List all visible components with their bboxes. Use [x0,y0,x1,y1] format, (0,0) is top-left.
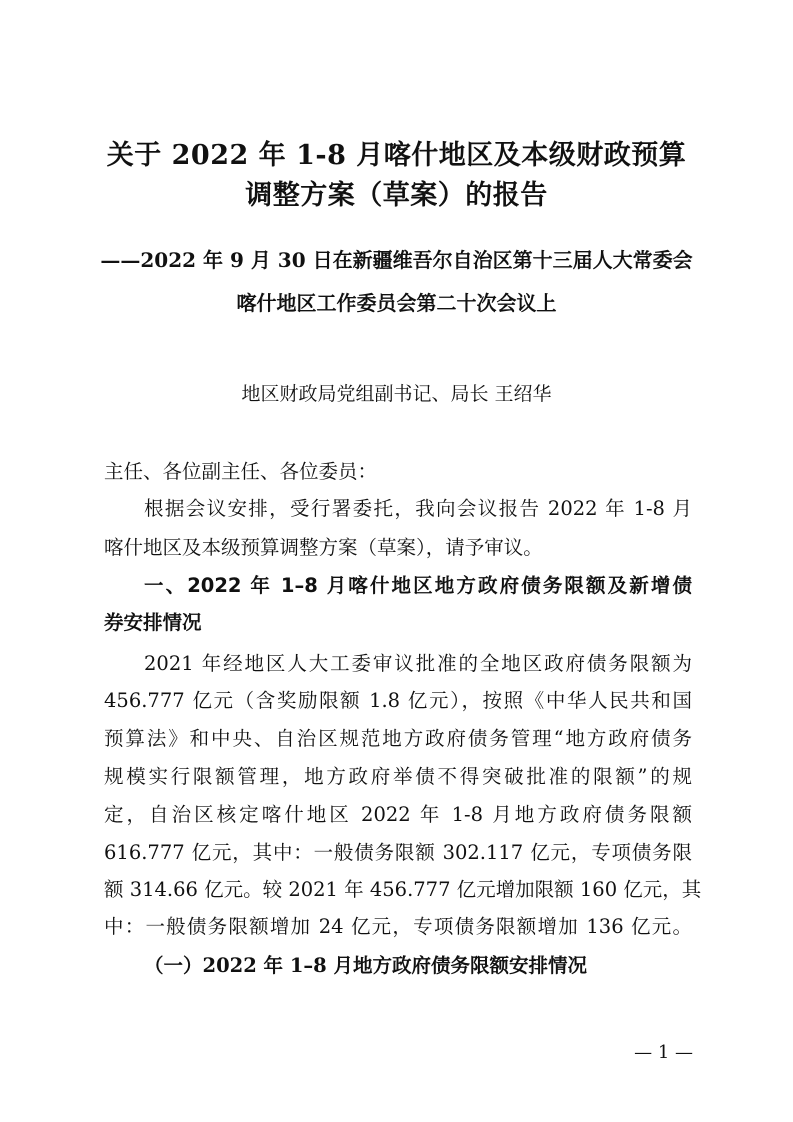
section-heading-line: 一、2022 年 1–8 月喀什地区地方政府债务限额及新增债 [144,574,692,597]
section-paragraph-line: 中：一般债务限额增加 24 亿元，专项债务限额增加 136 亿元。 [104,915,692,938]
document-title-line-1: 关于 2022 年 1-8 月喀什地区及本级财政预算 [106,140,687,171]
section-paragraph-line: 2021 年经地区人大工委审议批准的全地区政府债务限额为 [144,652,692,675]
section-paragraph-line: 456.777 亿元（含奖励限额 1.8 亿元），按照《中华人民共和国 [104,689,692,712]
section-paragraph-line: 预算法》和中央、自治区规范地方政府债务管理“地方政府债务 [104,727,692,750]
document-title-line-2: 调整方案（草案）的报告 [245,180,548,211]
intro-paragraph-line: 根据会议安排，受行署委托，我向会议报告 2022 年 1-8 月 [144,497,692,520]
salutation: 主任、各位副主任、各位委员： [104,460,378,483]
section-paragraph-line: 定，自治区核定喀什地区 2022 年 1-8 月地方政府债务限额 [104,803,692,826]
speaker-line: 地区财政局党组副书记、局长 王绍华 [241,383,552,405]
section-paragraph-line: 规模实行限额管理，地方政府举债不得突破批准的限额”的规 [104,765,692,788]
document-subtitle-line-2: 喀什地区工作委员会第二十次会议上 [236,291,557,315]
intro-paragraph-line: 喀什地区及本级预算调整方案（草案），请予审议。 [104,536,543,559]
subsection-heading: （一）2022 年 1–8 月地方政府债务限额安排情况 [144,954,588,977]
section-heading-line: 券安排情况 [104,611,202,634]
page-number: — 1 — [634,1042,693,1063]
document-subtitle-line-1: ——2022 年 9 月 30 日在新疆维吾尔自治区第十三届人大常委会 [100,248,693,272]
section-paragraph-line: 额 314.66 亿元。较 2021 年 456.777 亿元增加限额 160 亿元，其 [104,878,702,901]
section-paragraph-line: 616.777 亿元，其中：一般债务限额 302.117 亿元，专项债务限 [104,841,692,864]
